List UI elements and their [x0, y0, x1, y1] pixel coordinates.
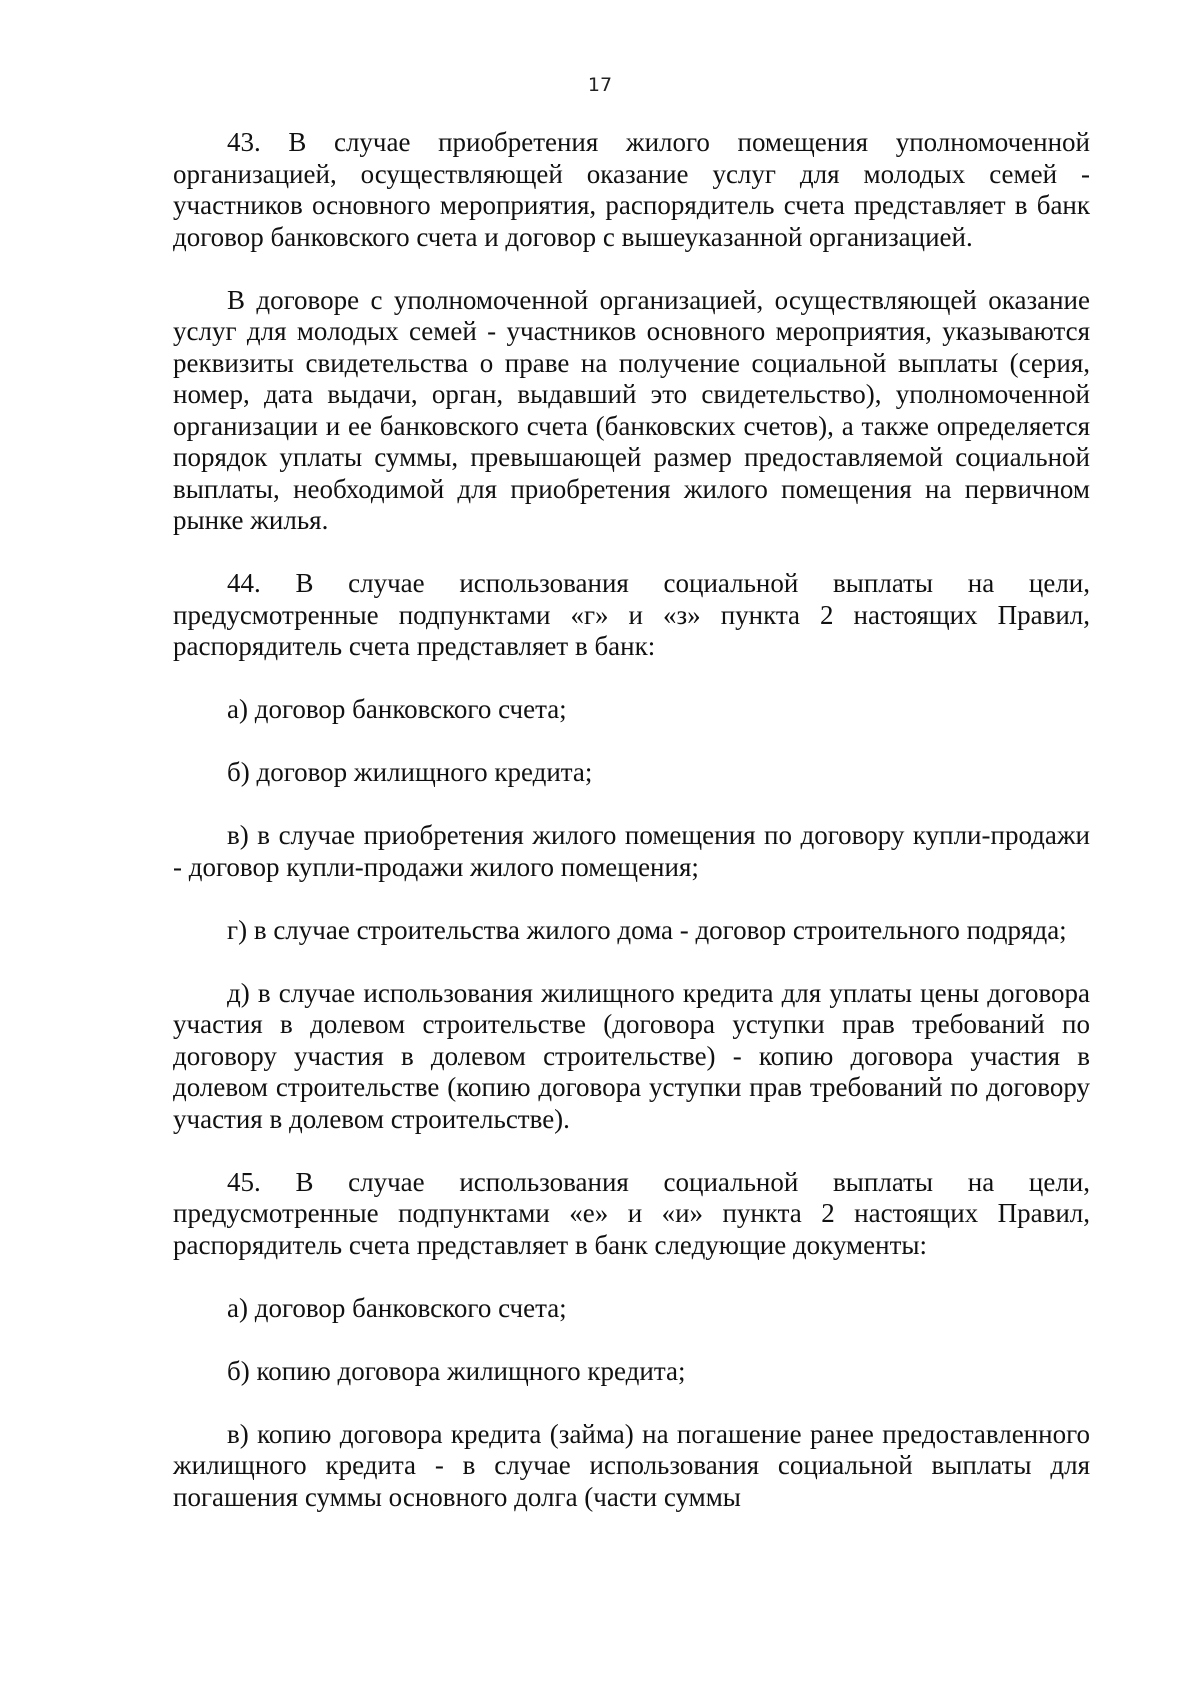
paragraph-44: 44. В случае использования социальной выплаты на цели, предусмотренные подпунктами «г» и «з» пункта 2 настоящих Правил, распорядитель счета представляет в банк:: [173, 568, 1090, 661]
document-body: [173, 127, 1090, 1513]
list-item-44-v: в) в случае приобретения жилого помещения по договору купли-продажи - договор купли-продажи жилого помещения;: [173, 820, 1090, 882]
paragraph-45: 45. В случае использования социальной выплаты на цели, предусмотренные подпунктами «е» и «и» пункта 2 настоящих Правил, распорядитель счета представляет в банк следующие документы:: [173, 1166, 1090, 1260]
list-item-44-d: д) в случае использования жилищного кредита для уплаты цены договора участия в долевом строительстве (договора уступки прав требований по договору участия в долевом строительстве) - копию договора участия в долевом строительстве (копию договора уступки прав требований по договору участия в долевом строительстве).: [173, 977, 1090, 1134]
list-item-44-g: г) в случае строительства жилого дома - договор строительного подряда;: [227, 914, 1067, 945]
page-number: 17: [587, 74, 613, 96]
paragraph-43-contract: В договоре с уполномоченной организацией, осуществляющей оказание услуг для молодых семей - участников основного мероприятия, указываются реквизиты свидетельства о праве на получение социальной выплаты (серия, номер, дата выдачи, орган, выдавший это свидетельство), уполномоченной организации и ее банковского счета (банковских счетов), а также определяется порядок уплаты суммы, превышающей размер предоставляемой социальной выплаты, необходимой для приобретения жилого помещения на первичном рынке жилья.: [173, 284, 1090, 535]
list-item-45-v: в) копию договора кредита (займа) на погашение ранее предоставленного жилищного кредита - в случае использования социальной выплаты для погашения суммы основного долга (части суммы: [173, 1418, 1090, 1512]
paragraph-43: 43. В случае приобретения жилого помещения уполномоченной организацией, осуществляющей оказание услуг для молодых семей - участников основного мероприятия, распорядитель счета представляет в банк договор банковского счета и договор с вышеуказанной организацией.: [173, 127, 1090, 252]
list-item-44-b: б) договор жилищного кредита;: [227, 757, 593, 787]
list-item-45-a: а) договор банковского счета;: [227, 1292, 567, 1323]
list-item-45-b: б) копию договора жилищного кредита;: [227, 1355, 686, 1386]
list-item-44-a: а) договор банковского счета;: [227, 694, 567, 724]
